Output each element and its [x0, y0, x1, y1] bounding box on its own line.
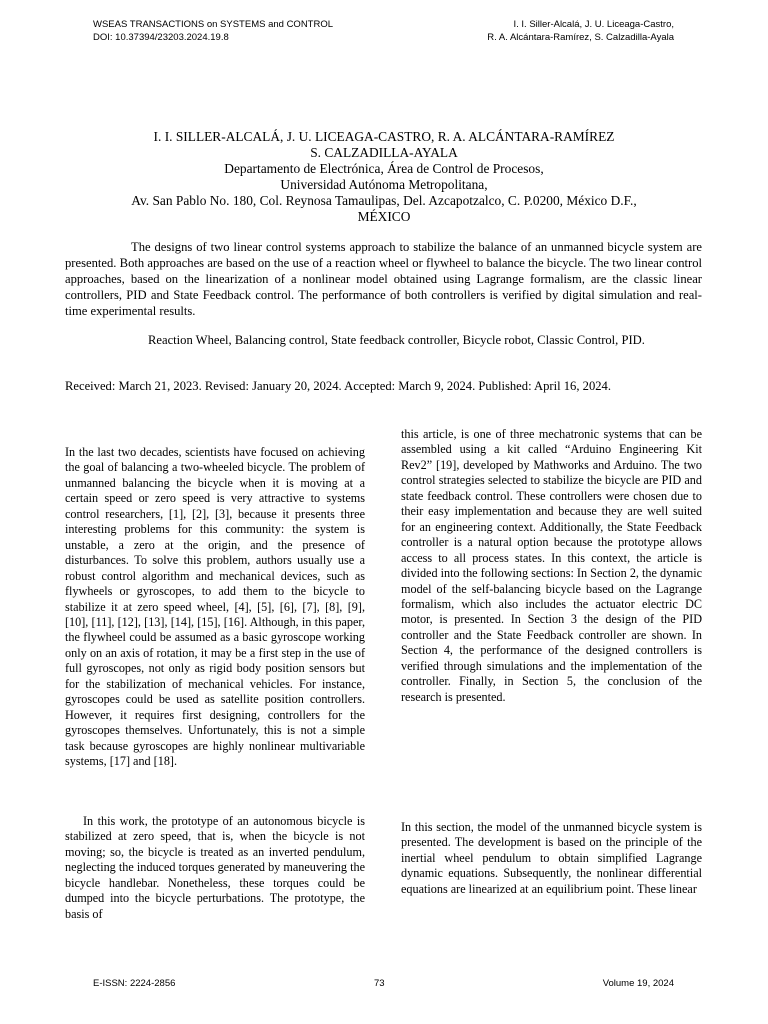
body-left-paragraph-2: In this work, the prototype of an autonomous bicycle is stabilized at zero speed, that is, when the bicycle is not moving; so, the bicycle is treated as an inverted pendulum, neglecting the induced torques generated by maneuvering the bicycle handlebar. Nonetheless, these torques could be dumped into the bicycle perturbations. The prototype, the basis of: [65, 814, 365, 921]
body-right-paragraph-1: this article, is one of three mechatronic systems that can be assembled using a kit called “Arduino Engineering Kit Rev2” [19], developed by Mathworks and Arduino. The two control strategies selected to stabilize the bicycle are PID and state feedback control. These controllers were chosen due to their easy implementation and because they are well suited for an engineering context. Additionally, the State Feedback controller is a natural option because the prototype allows access to all process states. In this context, the article is divided into the following sections: In Section 2, the dynamic model of the self-balancing bicycle based on the Lagrange formalism, which also includes the actuator electric DC motor, is presented. In Section 3 the design of the PID controller and the State Feedback controller are shown. In Section 4, the performance of the designed controllers is verified through simulations and the implementation of the controller. Finally, in Section 5, the conclusion of the research is presented.: [401, 427, 702, 704]
affiliation-country: MÉXICO: [357, 209, 411, 224]
affiliation-department: Departamento de Electrónica, Área de Control de Procesos,: [224, 161, 544, 176]
body-left-paragraph-1: In the last two decades, scientists have focused on achieving the goal of balancing a two-wheeled bicycle. The problem of unmanned balancing the bicycle when it is moving at a certain speed or zero speed is very attractive to systems control researchers, [1], [2], [3], because it presents three interesting problems for this community: the system is unstable, a zero at the origin, and the presence of disturbances. To solve this problem, authors usually use a robust control algorithm and mechanical devices, such as flywheels or gyroscopes, to add them to the bicycle to stabilize it at zero speed wheel, [4], [5], [6], [7], [8], [9], [10], [11], [12], [13], [14], [15], [16]. Although, in this paper, the flywheel could be assumed as a basic gyroscope working only on an axis of rotation, it may be a first step in the use of full gyroscopes, not only as rigid body position sensors but for the stabilization of mechanical vehicles. For instance, gyroscopes could be used as satellite position controllers. However, it requires first designing, controllers for the gyroscopes themselves. Unfortunately, this is not a simple task because gyroscopes are highly nonlinear multivariable systems, [17] and [18].: [65, 445, 365, 769]
publication-dates: Received: March 21, 2023. Revised: January 20, 2024. Accepted: March 9, 2024. Published: April 16, 2024.: [65, 379, 611, 393]
author-block: [0, 129, 768, 225]
header-authors-line-1: I. I. Siller-Alcalá, J. U. Liceaga-Castro,: [513, 19, 674, 30]
body-right-paragraph-2: In this section, the model of the unmanned bicycle system is presented. The development is based on the principle of the inertial wheel pendulum to obtain simplified Lagrange dynamic equations. Subsequently, the nonlinear differential equations are linearized at an equilibrium point. These linear: [401, 820, 702, 896]
journal-name: WSEAS TRANSACTIONS on SYSTEMS and CONTROL: [93, 19, 334, 30]
page-number: 73: [374, 978, 385, 989]
abstract: The designs of two linear control systems approach to stabilize the balance of an unmanned bicycle system are presented. Both approaches are based on the use of a reaction wheel or flywheel to balance the bicycle. The two linear control approaches, based on the linearization of a nonlinear model obtained using Lagrange formalism, are the classic linear controllers, PID and State Feedback control. The performance of both controllers is verified by digital simulation and real-time experimental results.: [65, 240, 702, 318]
author-names-line-1: I. I. SILLER-ALCALÁ, J. U. LICEAGA-CASTRO, R. A. ALCÁNTARA-RAMÍREZ: [153, 129, 615, 144]
affiliation-university: Universidad Autónoma Metropolitana,: [280, 177, 488, 192]
author-names-line-2: S. CALZADILLA-AYALA: [310, 145, 458, 160]
doi: DOI: 10.37394/23203.2024.19.8: [93, 32, 229, 43]
affiliation-address: Av. San Pablo No. 180, Col. Reynosa Tamaulipas, Del. Azcapotzalco, C. P.0200, México D.F.,: [131, 193, 637, 208]
header-authors-line-2: R. A. Alcántara-Ramírez, S. Calzadilla-Ayala: [487, 32, 674, 43]
running-header-left: [93, 18, 333, 44]
keywords: Reaction Wheel, Balancing control, State feedback controller, Bicycle robot, Classic Control, PID.: [148, 333, 645, 347]
footer-eissn: E-ISSN: 2224-2856: [93, 978, 176, 989]
footer-volume: Volume 19, 2024: [602, 978, 674, 989]
running-header-right: [487, 18, 674, 44]
